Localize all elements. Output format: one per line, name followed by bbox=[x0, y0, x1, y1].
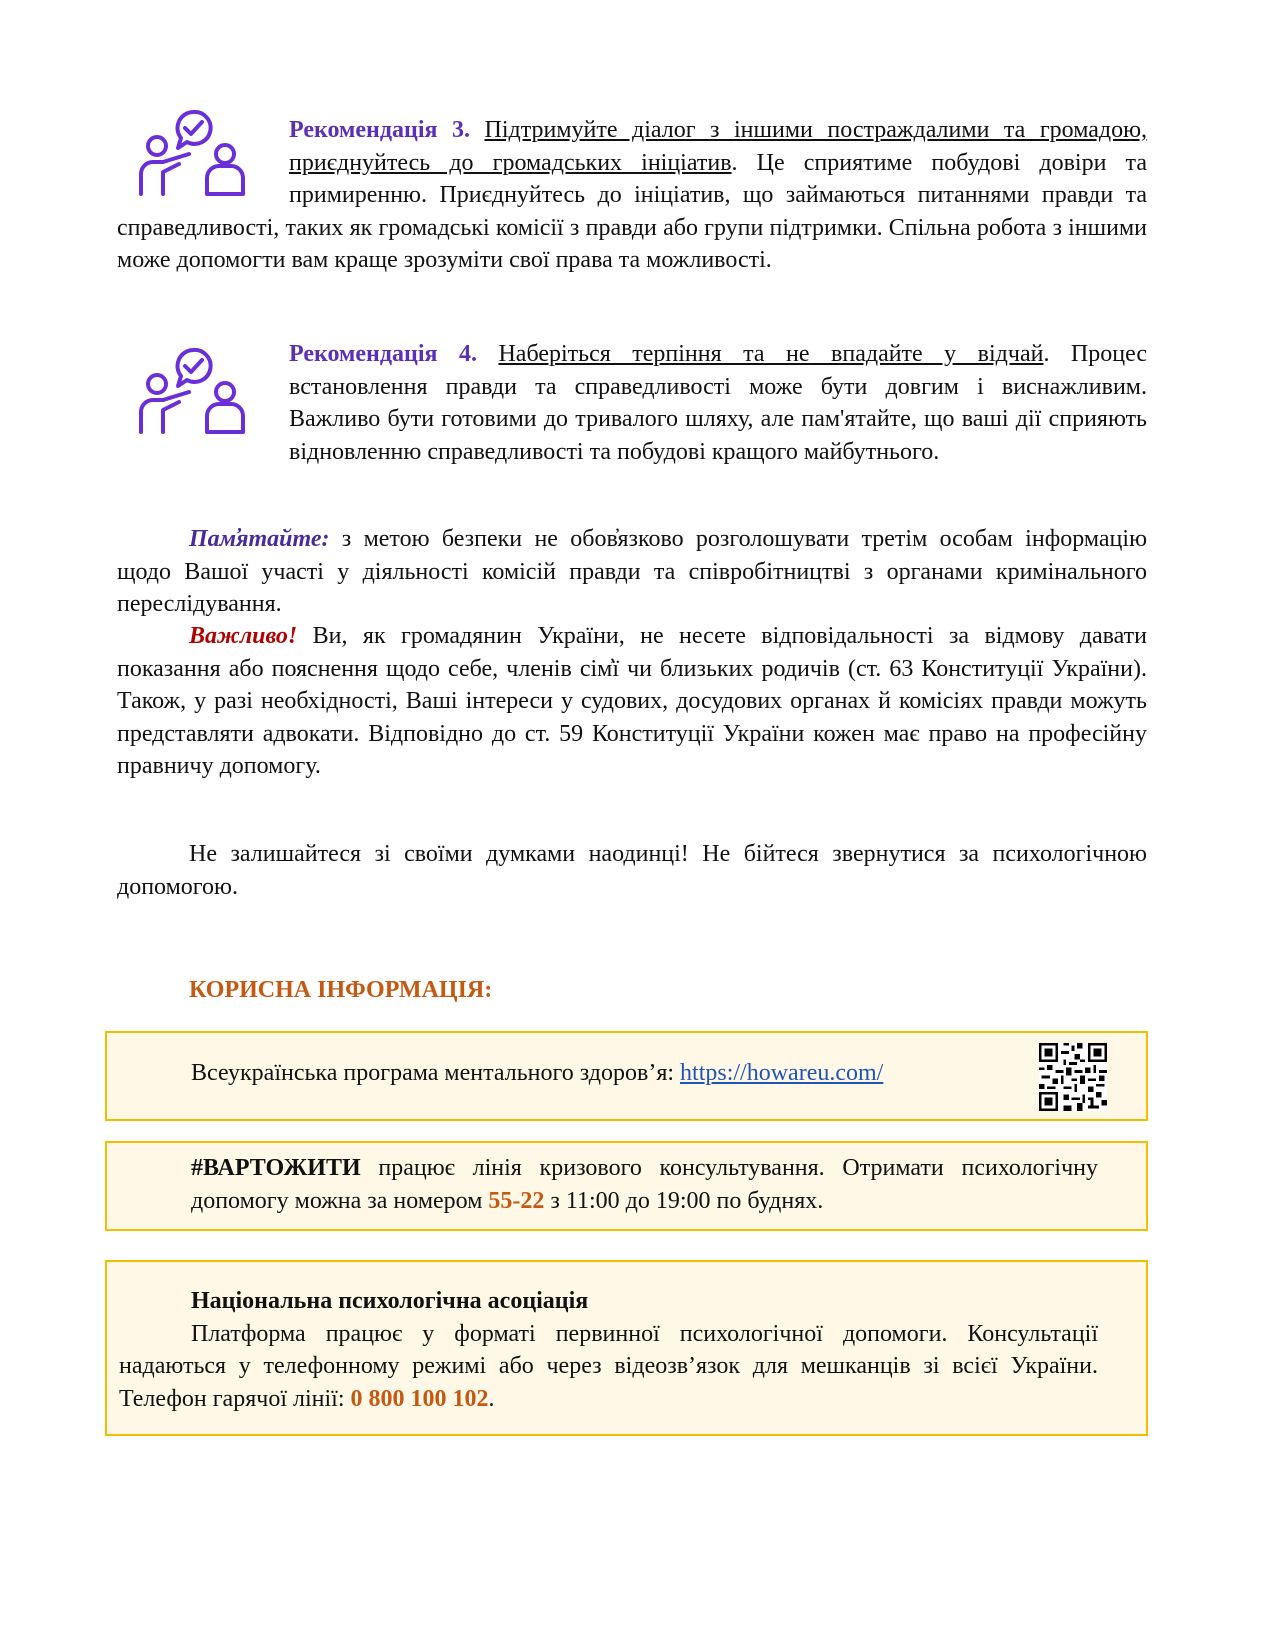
recommendation-4 bbox=[117, 338, 1147, 468]
important-paragraph bbox=[117, 620, 1147, 783]
association-description: Платформа працює у форматі первинної психологічної допомоги. Консультації надаються у телефонному режимі або через відеозв’язок для мешканців зі всієї України. Телефон гарячої лінії: bbox=[119, 1320, 1098, 1412]
mental-health-program-label: Всеукраїнська програма ментального здоров’я: bbox=[191, 1060, 681, 1086]
crisis-line-number: 55-22 bbox=[488, 1187, 545, 1214]
qr-code bbox=[1039, 1043, 1107, 1111]
vartozhyty-box bbox=[105, 1141, 1148, 1231]
recommendation-3-underlined: Підтримуйте діалог з іншими постраждалими та громадою, приєднуйтесь до громадських ініціатив bbox=[289, 117, 1148, 176]
vartozhyty-text bbox=[191, 1152, 1098, 1217]
recommendation-3-title: Рекомендація 3. bbox=[289, 117, 470, 143]
closing-paragraph: Не залишайтеся зі своїми думками наодинці! Не бійтеся звернутися за психологічною допомогою. bbox=[117, 841, 1147, 900]
recommendation-3-text: . Це сприятиме побудові довіри та примиренню. Приєднуйтесь до ініціатив, що займаються питаннями правди та справедливості, таких як громадські комісії з правди або групи підтримки. Спільна робота з іншими може допомогти вам краще зрозуміти свої права та можливості. bbox=[117, 149, 1147, 273]
mental-health-program-text bbox=[191, 1057, 1076, 1090]
vartozhyty-hashtag: #ВАРТОЖИТИ bbox=[191, 1155, 361, 1181]
mental-health-program-box bbox=[105, 1031, 1148, 1121]
useful-info-heading: КОРИСНА ІНФОРМАЦІЯ: bbox=[189, 977, 493, 1003]
association-title: Національна психологічна асоціація bbox=[191, 1288, 589, 1314]
howareu-link[interactable]: https://howareu.com/ bbox=[680, 1060, 884, 1086]
association-text bbox=[119, 1318, 1098, 1416]
recommendation-4-underlined: Наберіться терпіння та не впадайте у відчай bbox=[498, 341, 1044, 367]
psychological-association-box bbox=[105, 1260, 1148, 1436]
recommendation-4-title: Рекомендація 4. bbox=[289, 341, 477, 367]
hotline-number: 0 800 100 102 bbox=[350, 1385, 489, 1412]
remember-label: Пам̓ятайте: bbox=[189, 526, 330, 552]
association-end: . bbox=[488, 1385, 495, 1412]
vartozhyty-description: працює лінія кризового консультування. Отримати психологічну допомогу можна за номером bbox=[191, 1155, 1098, 1214]
remember-paragraph bbox=[117, 523, 1147, 621]
important-label: Важливо! bbox=[189, 623, 298, 649]
vartozhyty-hours: з 11:00 до 19:00 по буднях. bbox=[544, 1187, 824, 1214]
recommendation-3 bbox=[117, 114, 1147, 277]
important-text: Ви, як громадянин України, не несете відповідальності за відмову давати показання або пояснення щодо себе, членів сім̓ї чи близьких родичів (ст. 63 Конституції України). Також, у разі необхідності, Ваші інтереси у судових, досудових органах й комісіях правди можуть представляти адвокати. Відповідно до ст. 59 Конституції України кожен має право на професійну правничу допомогу. bbox=[117, 623, 1147, 779]
recommendation-4-text: . Процес встановлення правди та справедливості може бути довгим і виснажливим. Важливо бути готовими до тривалого шляху, але пам'ятайте, що ваші дії сприяють відновленню справедливості та побудові кращого майбутнього. bbox=[289, 341, 1148, 465]
remember-text: з метою безпеки не обов̓язково розголошувати третім особам інформацію щодо Вашої участі у діяльності комісій правди та співробітництві з органами кримінального переслідування. bbox=[117, 526, 1147, 617]
